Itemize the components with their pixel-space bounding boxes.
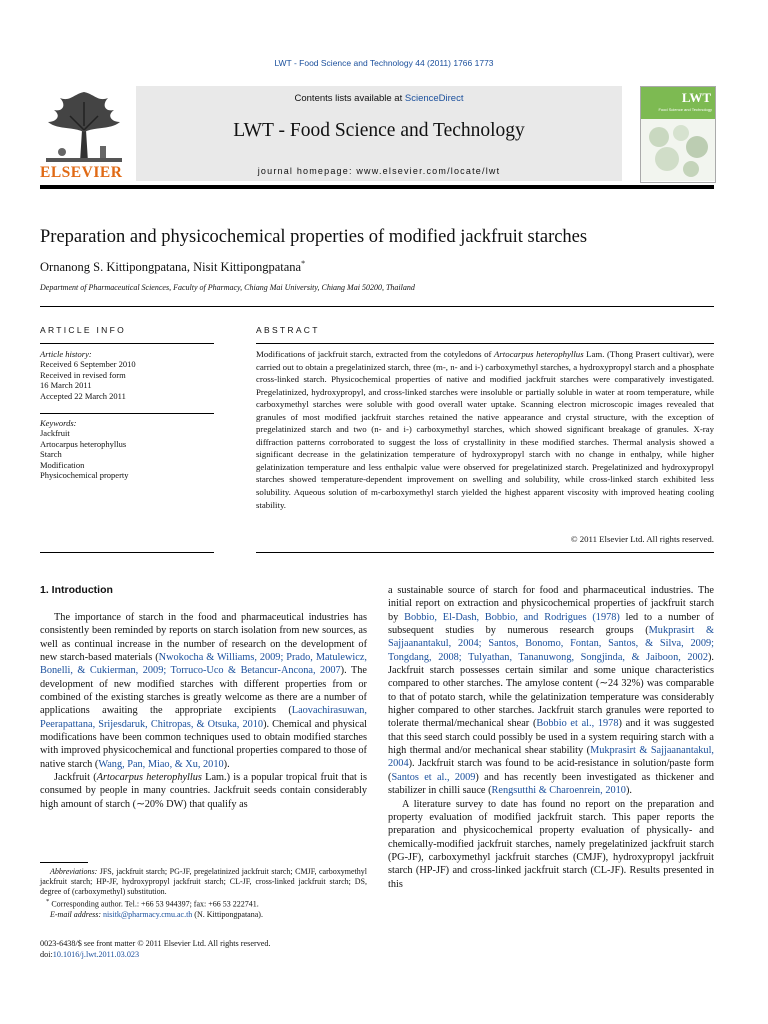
email-label: E-mail address: xyxy=(50,909,102,919)
reference-link[interactable]: Mukprasirt & Sajjaanantakul, 2004; Santos, Bonomo, Fontan, Santos, & Silva, 2009; Tongdang, 2008; Tulyathan, Tananuwong, Songjinda, & Jaiboon, 2002 xyxy=(388,625,715,663)
cover-image-icon xyxy=(641,119,715,181)
text: Jackfruit ( xyxy=(54,772,97,784)
abstract-bottom-rule xyxy=(256,552,714,553)
email-link[interactable]: nisitk@pharmacy.cmu.ac.th xyxy=(103,909,193,919)
reference-link[interactable]: Mukprasirt & Sajjaanantakul, 2004 xyxy=(388,745,715,770)
text: The importance of starch in the food and pharmaceutical industries has consistently been reminded by reports on starch isolation from new sources, as well as continual increase in the number of research on the development of new starch-based materials ( xyxy=(40,612,367,664)
sciencedirect-link[interactable]: ScienceDirect xyxy=(404,93,464,104)
doi-prefix: doi: xyxy=(40,950,53,959)
intro-paragraph-2 xyxy=(40,771,367,811)
keywords-rule xyxy=(40,413,214,414)
text: ). Jackfruit starch was found to be acid-resistance in solution/paste form ( xyxy=(388,758,714,783)
cover-subtitle: Food Science and Technology xyxy=(658,107,712,112)
history-line: Received in revised form xyxy=(40,369,126,380)
title-rule xyxy=(40,306,714,307)
cover-title: LWT xyxy=(681,90,711,105)
article-info-rule xyxy=(40,343,214,344)
intro-right-column xyxy=(388,584,714,891)
footnote-rule xyxy=(40,862,88,863)
email-suffix: (N. Kittipongpatana). xyxy=(192,909,263,919)
text: a sustainable source of starch for food and pharmaceutical industries. The initial report on extraction and physicochemical properties of jackfruit starch by xyxy=(388,585,714,623)
journal-cover xyxy=(640,86,716,183)
journal-citation[interactable]: LWT - Food Science and Technology 44 (2011) 1766 1773 xyxy=(274,58,494,68)
abstract-copyright: © 2011 Elsevier Ltd. All rights reserved. xyxy=(570,534,714,544)
history-label: Article history: xyxy=(40,349,92,359)
corresponding-text: Corresponding author. Tel.: +66 53 944397; fax: +66 53 222741. xyxy=(51,899,259,909)
cover-header xyxy=(641,87,715,119)
header-rule xyxy=(40,185,714,189)
abbreviations-label: Abbreviations: xyxy=(50,867,98,876)
text: ). The development of new modified starches with different properties from or combined of the existing starches is greatly welcome as there are a number of applications awaiting the appropriate excipients ( xyxy=(40,665,367,717)
journal-title: LWT - Food Science and Technology xyxy=(233,120,525,141)
abstract-part: Lam. (Thong Prasert cultivar), were carried out to obtain a pregelatinized starch, three (m-, n- and i-) carboxymethyl starches, a hydroxypropyl starch and a phosphate cross-linked starch. Physicochemical properties of native and modified jackfruit starches were comparatively investigated. Pregelatinized, hydroxypropyl, and cross-linked starches were insoluble or partially soluble in water at room temperature, while carboxymethyl starches were soluble with good overall water uptake. Scanning electron microscopic images revealed that granules of most modified jackfruit starches retained the native appearance and crystal structure, with the exception of pregelatinized starch and two (n- and i-) carboxymethyl starches, which showed significant breakage of granules. X-ray diffraction patterns corroborated to suggest the loss of crystallinity in these modified starches. Thermal analysis showed a significant decrease in the gelatinization temperature of hydroxypropyl starch with no change in enthalpy, while higher gelatinization temperature and less enthalpic value were observed for pregelatinized starch. Pregelatinized and hydroxypropyl starches showed temperature-dependent improvement on swelling and solubility, while cross-linked starch exhibited less solubility. Aqueous solution of m-carboxymethyl starch yielded the highest apparent viscosity with improved heating cooling stability. xyxy=(256,349,714,510)
doi-link[interactable]: 10.1016/j.lwt.2011.03.023 xyxy=(52,950,140,959)
footnote-mark: * xyxy=(46,898,50,905)
intro-left-column xyxy=(40,611,367,811)
species-name: Artocarpus heterophyllus xyxy=(96,772,202,784)
history-line: Accepted 22 March 2011 xyxy=(40,390,126,401)
corresponding-footnote xyxy=(40,897,367,910)
article-title: Preparation and physicochemical properties of modified jackfruit starches xyxy=(40,227,588,247)
history-line: 16 March 2011 xyxy=(40,380,92,390)
abstract-part: Modifications of jackfruit starch, extracted from the cotyledons of xyxy=(256,349,494,359)
elsevier-wordmark: ELSEVIER xyxy=(40,164,123,181)
elsevier-logo xyxy=(40,86,128,181)
abstract-rule xyxy=(256,343,714,344)
journal-banner xyxy=(136,86,622,181)
article-info-heading: ARTICLE INFO xyxy=(40,325,127,335)
doi-line xyxy=(40,949,714,960)
keyword: Starch xyxy=(40,449,62,459)
reference-link[interactable]: Wang, Pan, Miao, & Xu, 2010 xyxy=(98,758,224,770)
abstract-species: Artocarpus heterophyllus xyxy=(493,349,584,359)
article-authors xyxy=(40,259,714,275)
keyword: Modification xyxy=(40,459,85,470)
text: ). Chemical and physical modifications have been common techniques used to obtain modified starches with improved physicochemical and functional properties compared to those of native starch ( xyxy=(40,718,367,770)
article-info-bottom-rule xyxy=(40,552,214,553)
journal-homepage[interactable]: journal homepage: www.elsevier.com/locate/lwt xyxy=(257,166,501,176)
text: ) and it was suggested that this seed starch could possibly be used in a system requiring starch with a high thermal and/or mechanical shear stability ( xyxy=(388,718,715,757)
footnotes xyxy=(40,867,367,920)
abbreviations-footnote xyxy=(40,867,367,897)
reference-link[interactable]: Bobbio, El-Dash, Bobbio, and Rodrigues (1978) xyxy=(404,611,620,623)
article-history xyxy=(40,349,214,401)
introduction-heading: 1. Introduction xyxy=(40,584,113,596)
reference-link[interactable]: Nwokocha & Williams, 2009; Prado, Matulewicz, Bonelli, & Cukierman, 2009; Torruco-Uco & Betancur-Ancona, 2007 xyxy=(40,652,367,677)
intro-paragraph-3: A literature survey to date has found no report on the preparation and property evaluation of modified jackfruit starch. This paper reports the preparation and physicochemical property evaluation of physically- and chemically-modified jackfruit starches, namely pregelatinized jackfruit starch (PG-JF), carboxymethyl jackfruit starches (CMJF), hydroxypropyl jackfruit starch (HP-JF) and cross-linked jackfruit starch (CL-JF). Results presented in this xyxy=(388,798,714,890)
keyword: Artocarpus heterophyllus xyxy=(40,438,127,449)
email-footnote xyxy=(40,910,367,920)
reference-link[interactable]: Laovachirasuwan, Peerapattana, Srijesdaruk, Chitropas, & Otsuka, 2010 xyxy=(40,705,367,730)
keyword: Physicochemical property xyxy=(40,470,129,480)
history-line: Received 6 September 2010 xyxy=(40,359,136,369)
reference-link[interactable]: Bobbio et al., 1978 xyxy=(536,718,619,730)
reference-link[interactable]: Santos et al., 2009 xyxy=(391,771,476,783)
author-affiliation: Department of Pharmaceutical Sciences, Faculty of Pharmacy, Chiang Mai University, Chiang Mai 50200, Thailand xyxy=(40,283,415,292)
keyword: Jackfruit xyxy=(40,428,70,438)
text: Lam.) is a popular tropical fruit that is consumed by people in many countries. Jackfruit seeds contain considerably high amount of starch (∼20% DW) that qualify as xyxy=(40,772,368,810)
abstract-heading: ABSTRACT xyxy=(256,325,320,335)
abbreviations-text: JFS, jackfruit starch; PG-JF, pregelatinized jackfruit starch; CMJF, carboxymethyl jackfruit starch; HP-JF, hydroxypropyl jackfruit starch; CL-JF, cross-linked jackfruit starch; DS, degree of (carboxymethyl) substitution. xyxy=(40,867,367,896)
keywords-block xyxy=(40,418,214,481)
text: ). xyxy=(223,758,230,770)
contents-prefix: Contents lists available at xyxy=(294,93,405,104)
text: ). Jackfruit starch possesses certain similar and some unique characteristics compared to other starches. The amylose content (∼24 32%) was comparable to that of potato starch, while the gelatinization temperature was considerably higher compared to other starches. Jackfruit starch granules were reported to tolerate thermal/mechanical shear ( xyxy=(388,651,714,730)
intro-paragraph-1 xyxy=(40,611,367,771)
text: ) and has recently been investigated as thickener and stabilizer in chilli sauce ( xyxy=(388,771,714,797)
contents-line xyxy=(136,93,622,104)
text: ). xyxy=(625,785,632,797)
abstract-text xyxy=(256,348,714,511)
author-names: Ornanong S. Kittipongpatana, Nisit Kittipongpatana xyxy=(40,260,302,275)
text: led to a number of subsequent studies by numerous research groups ( xyxy=(388,611,714,637)
elsevier-tree-icon xyxy=(40,86,128,164)
reference-link[interactable]: Rengsutthi & Charoenrein, 2010 xyxy=(491,785,626,797)
issn-line: 0023-6438/$ see front matter © 2011 Elsevier Ltd. All rights reserved. xyxy=(40,939,271,948)
intro-paragraph-continued xyxy=(388,584,714,798)
corresponding-author-mark[interactable]: * xyxy=(301,259,306,268)
keywords-label: Keywords: xyxy=(40,418,77,428)
